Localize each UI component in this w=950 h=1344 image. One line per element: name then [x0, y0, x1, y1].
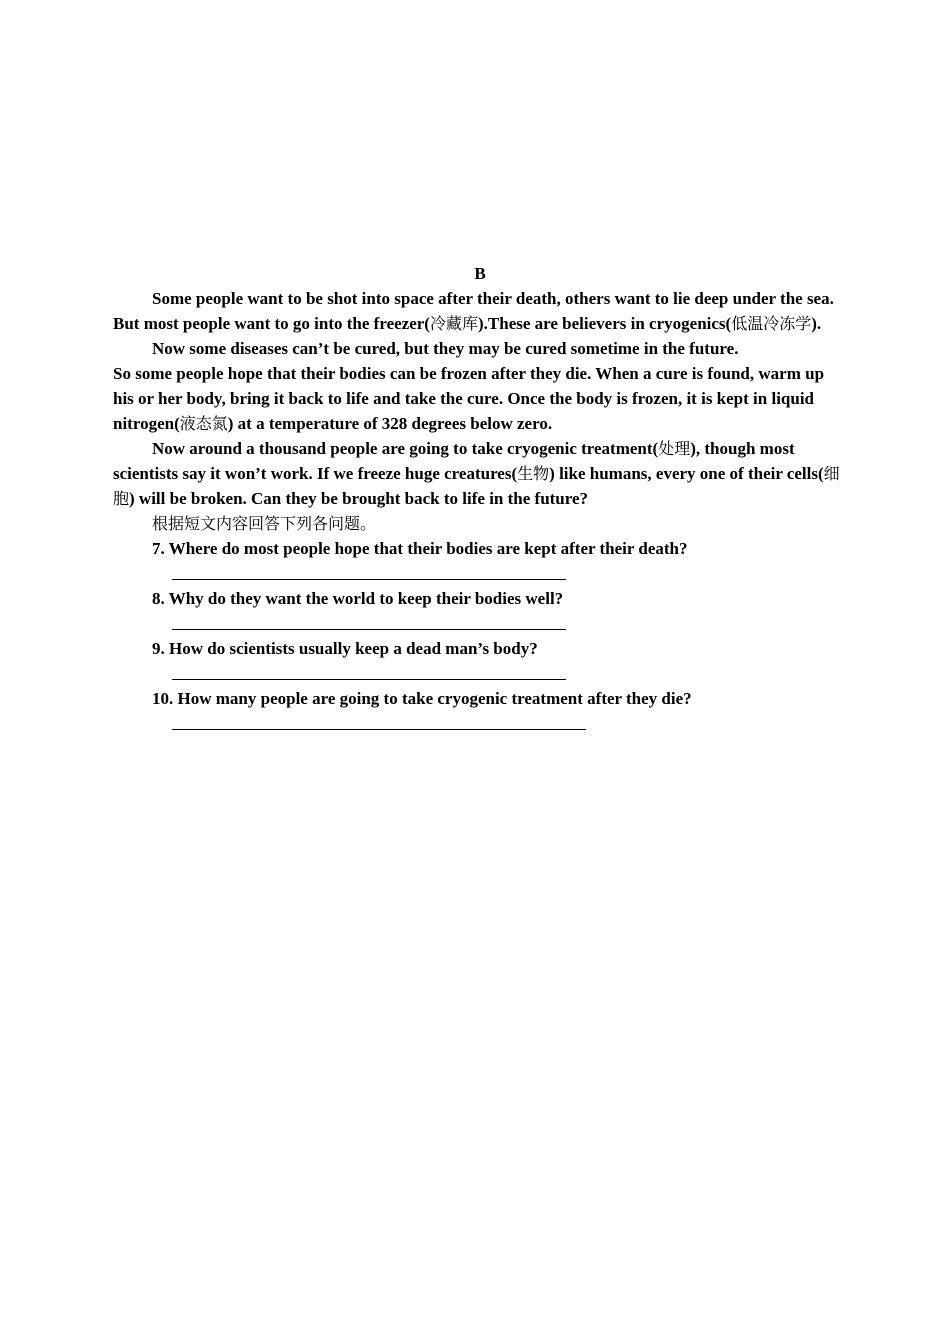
paragraph-2 — [113, 336, 847, 361]
instruction-text: 根据短文内容回答下列各问题。 — [152, 514, 377, 533]
reading-passage — [113, 262, 847, 736]
answer-line-7[interactable] — [113, 561, 847, 586]
passage-text: ) like humans, every one of their cells( — [549, 464, 824, 483]
passage-text: ). — [811, 314, 822, 333]
chinese-gloss: 生物 — [517, 464, 550, 483]
paragraph-3 — [113, 361, 847, 436]
paragraph-4 — [113, 436, 847, 511]
question-block-9 — [113, 636, 847, 686]
chinese-gloss: 低温冷冻学 — [731, 314, 812, 333]
passage-text: ) will be broken. Can they be brought back to life in the future? — [129, 489, 589, 508]
chinese-gloss: 液态氮 — [179, 414, 228, 433]
paragraph-1 — [113, 286, 847, 336]
passage-text: ) at a temperature of 328 degrees below zero. — [227, 414, 553, 433]
passage-text: ).These are believers in cryogenics( — [477, 314, 732, 333]
question-8: 8. Why do they want the world to keep their bodies well? — [152, 589, 564, 608]
question-block-7 — [113, 536, 847, 586]
answer-line-8[interactable] — [113, 611, 847, 636]
question-10: 10. How many people are going to take cryogenic treatment after they die? — [152, 689, 692, 708]
section-letter: B — [474, 264, 486, 283]
chinese-gloss: 冷藏库 — [429, 314, 478, 333]
answer-line-10[interactable] — [113, 711, 847, 736]
passage-text: Now some diseases can’t be cured, but they may be cured sometime in the future. — [152, 339, 739, 358]
answer-line-9[interactable] — [113, 661, 847, 686]
question-9: 9. How do scientists usually keep a dead man’s body? — [152, 639, 538, 658]
chinese-gloss: 细胞 — [113, 464, 840, 508]
passage-text: Now around a thousand people are going to take cryogenic treatment( — [152, 439, 659, 458]
chinese-gloss: 处理 — [658, 439, 691, 458]
passage-text: So some people hope that their bodies can be frozen after they die. When a cure is found, warm up his or her body, bring it back to life and take the cure. Once the body is frozen, it is kept in liquid nitrogen( — [113, 364, 825, 433]
question-block-10 — [113, 686, 847, 736]
question-7: 7. Where do most people hope that their bodies are kept after their death? — [152, 539, 688, 558]
passage-text: Some people want to be shot into space after their death, others want to lie deep under the sea. But most people want to go into the freezer( — [113, 289, 834, 333]
question-block-8 — [113, 586, 847, 636]
passage-text: ), though most scientists say it won’t work. If we freeze huge creatures( — [113, 439, 795, 483]
